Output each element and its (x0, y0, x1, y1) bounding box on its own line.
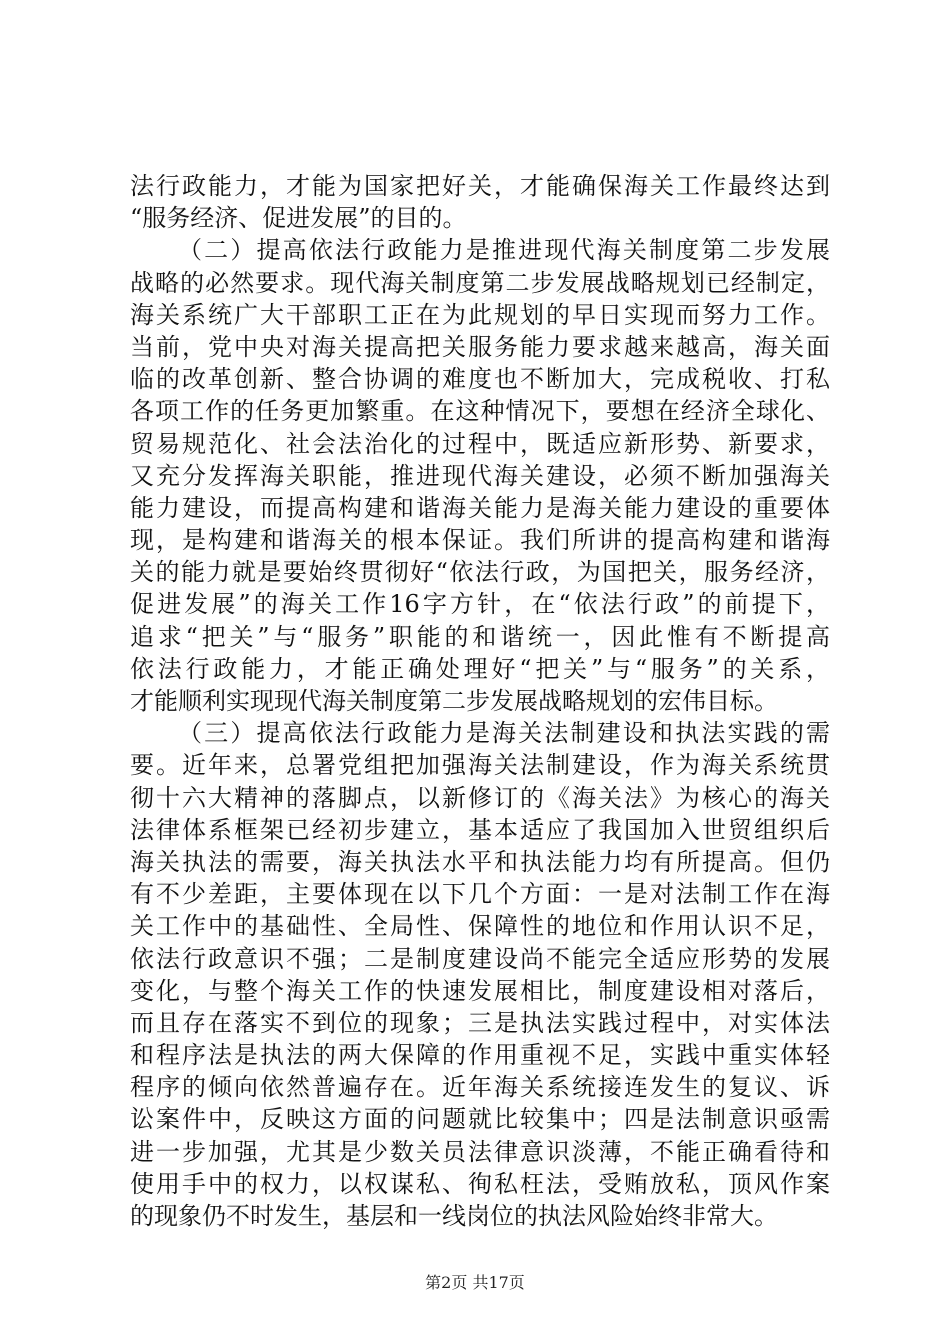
text-line: 促进发展”的海关工作16字方针，在“依法行政”的前提下， (130, 590, 830, 619)
text-line: 依法行政意识不强；二是制度建设尚不能完全适应形势的发展 (130, 944, 830, 973)
text-line: 和程序法是执法的两大保障的作用重视不足，实践中重实体轻 (130, 1041, 830, 1070)
paragraph-2 (130, 234, 830, 717)
text-line: 当前，党中央对海关提高把关服务能力要求越来越高，海关面 (130, 332, 830, 361)
text-line: 海关系统广大干部职工正在为此规划的早日实现而努力工作。 (130, 300, 830, 329)
text-line: 的现象仍不时发生，基层和一线岗位的执法风险始终非常大。 (130, 1202, 778, 1230)
text-line: 各项工作的任务更加繁重。在这种情况下，要想在经济全球化、 (130, 397, 830, 426)
text-line: 要。近年来，总署党组把加强海关法制建设，作为海关系统贯 (130, 751, 830, 780)
text-line: 贸易规范化、社会法治化的过程中，既适应新形势、新要求， (130, 429, 830, 458)
text-line: 有不少差距，主要体现在以下几个方面：一是对法制工作在海 (130, 880, 830, 909)
text-line: 海关执法的需要，海关执法水平和执法能力均有所提高。但仍 (130, 847, 830, 876)
text-line: 依法行政能力，才能正确处理好“把关”与“服务”的关系， (130, 654, 830, 683)
text-line: 追求“把关”与“服务”职能的和谐统一，因此惟有不断提高 (130, 622, 830, 651)
paragraph-1 (130, 170, 830, 234)
text-line: 法行政能力，才能为国家把好关，才能确保海关工作最终达到 (130, 172, 830, 200)
page-number-footer: 第2页 共17页 (425, 1273, 525, 1292)
text-line: 使用手中的权力，以权谋私、徇私枉法，受贿放私，顶风作案 (130, 1169, 830, 1198)
text-line: 现，是构建和谐海关的根本保证。我们所讲的提高构建和谐海 (130, 526, 830, 555)
text-line: （二）提高依法行政能力是推进现代海关制度第二步发展 (178, 236, 830, 265)
text-line: （三）提高依法行政能力是海关法制建设和执法实践的需 (178, 719, 830, 748)
text-line: 又充分发挥海关职能，推进现代海关建设，必须不断加强海关 (130, 461, 830, 490)
paragraph-3 (130, 717, 830, 1232)
text-line: 才能顺利实现现代海关制度第二步发展战略规划的宏伟目标。 (130, 687, 778, 715)
text-line: 战略的必然要求。现代海关制度第二步发展战略规划已经制定， (130, 268, 830, 297)
text-line: 进一步加强，尤其是少数关员法律意识淡薄，不能正确看待和 (130, 1137, 830, 1166)
text-line: 关的能力就是要始终贯彻好“依法行政，为国把关，服务经济， (130, 558, 830, 587)
document-body (130, 170, 830, 1232)
text-line: 关工作中的基础性、全局性、保障性的地位和作用认识不足， (130, 912, 830, 941)
text-line: 而且存在落实不到位的现象；三是执法实践过程中，对实体法 (130, 1008, 830, 1037)
text-line: 程序的倾向依然普遍存在。近年海关系统接连发生的复议、诉 (130, 1073, 830, 1102)
text-line: 彻十六大精神的落脚点，以新修订的《海关法》为核心的海关 (130, 783, 830, 812)
text-line: 变化，与整个海关工作的快速发展相比，制度建设相对落后， (130, 976, 830, 1005)
text-line: “服务经济、促进发展”的目的。 (130, 204, 467, 233)
text-line: 临的改革创新、整合协调的难度也不断加大，完成税收、打私 (130, 365, 830, 394)
text-line: 法律体系框架已经初步建立，基本适应了我国加入世贸组织后 (130, 815, 830, 844)
text-line: 讼案件中，反映这方面的问题就比较集中；四是法制意识亟需 (130, 1105, 830, 1134)
text-line: 能力建设，而提高构建和谐海关能力是海关能力建设的重要体 (130, 493, 830, 522)
